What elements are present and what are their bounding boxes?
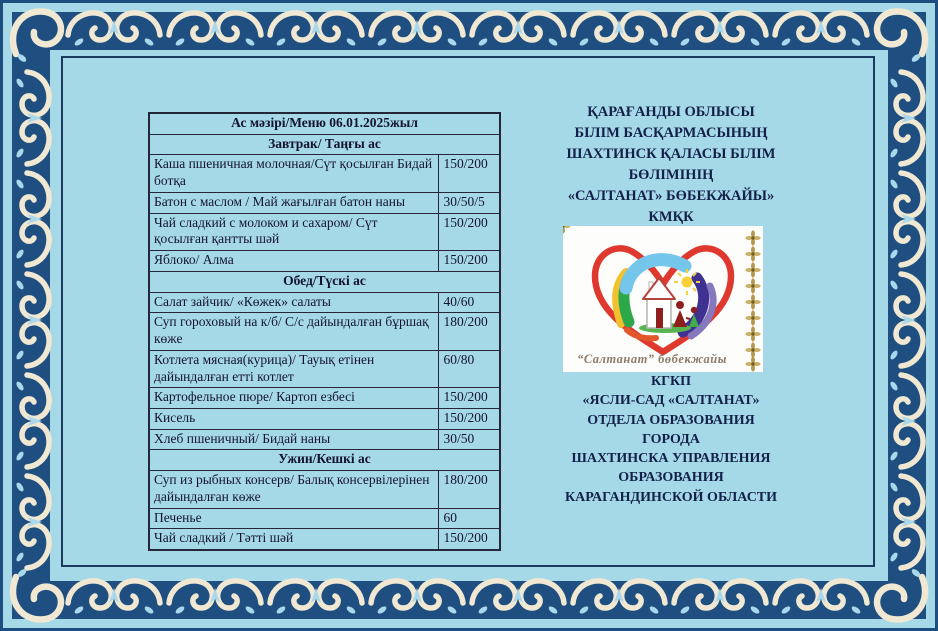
portion-cell: 150/200 — [439, 251, 500, 272]
dish-name-cell: Печенье — [149, 508, 439, 529]
table-row — [149, 155, 500, 192]
portion-cell: 150/200 — [439, 155, 500, 192]
dish-name-cell: Чай сладкий / Тәтті шәй — [149, 529, 439, 550]
table-row — [149, 388, 500, 409]
org-header-kk — [540, 102, 802, 228]
portion-cell: 150/200 — [439, 409, 500, 430]
menu-title-cell: Ас мәзірі/Меню 06.01.2025жыл — [149, 113, 500, 134]
section-header-cell: Обед/Түскі ас — [149, 271, 500, 292]
table-row — [149, 409, 500, 430]
portion-cell: 60 — [439, 508, 500, 529]
org-text-line: ОБРАЗОВАНИЯ — [618, 470, 724, 486]
kindergarten-logo — [563, 226, 763, 372]
org-text-line: «САЛТАНАТ» БӨБЕКЖАЙЫ» — [567, 188, 775, 204]
org-text-line: «ЯСЛИ-САД «САЛТАНАТ» — [582, 393, 760, 409]
portion-cell: 30/50 — [439, 429, 500, 450]
table-row — [149, 529, 500, 550]
menu-table — [148, 112, 501, 551]
table-row — [149, 471, 500, 508]
org-text-line: БӨЛІМІНІҢ — [628, 167, 714, 183]
dish-name-cell: Картофельное пюре/ Картоп езбесі — [149, 388, 439, 409]
table-row — [149, 113, 500, 134]
table-row — [149, 350, 500, 387]
dish-name-cell: Суп гороховый на к/б/ С/с дайындалған бұршақ көже — [149, 313, 439, 350]
table-row — [149, 213, 500, 250]
dish-name-cell: Хлеб пшеничный/ Бидай наны — [149, 429, 439, 450]
portion-cell: 150/200 — [439, 213, 500, 250]
menu-table-body — [149, 113, 500, 550]
org-text-line: КМҚК — [648, 209, 694, 225]
org-text-line: ҚАРАҒАНДЫ ОБЛЫСЫ — [587, 104, 755, 120]
portion-cell: 60/80 — [439, 350, 500, 387]
org-text-line: КАРАГАНДИНСКОЙ ОБЛАСТИ — [564, 489, 778, 505]
portion-cell: 180/200 — [439, 471, 500, 508]
portion-cell: 150/200 — [439, 529, 500, 550]
dish-name-cell: Кисель — [149, 409, 439, 430]
table-row — [149, 192, 500, 213]
portion-cell: 180/200 — [439, 313, 500, 350]
org-text-line: ШАХТИНСК ҚАЛАСЫ БІЛІМ — [566, 146, 776, 162]
table-row — [149, 292, 500, 313]
org-text-line: ГОРОДА — [642, 431, 700, 447]
portion-cell: 150/200 — [439, 388, 500, 409]
org-footer-ru — [533, 372, 809, 507]
section-header-cell: Завтрак/ Таңғы ас — [149, 134, 500, 155]
org-text-line: КГКП — [650, 374, 692, 389]
table-row — [149, 450, 500, 471]
logo-caption: “Салтанат” бөбекжайы — [577, 352, 727, 366]
table-row — [149, 251, 500, 272]
table-row — [149, 429, 500, 450]
section-header-cell: Ужин/Кешкі ас — [149, 450, 500, 471]
table-row — [149, 508, 500, 529]
dish-name-cell: Салат зайчик/ «Көжек» салаты — [149, 292, 439, 313]
table-row — [149, 313, 500, 350]
org-text-line: БІЛІМ БАСҚАРМАСЫНЫҢ — [574, 125, 768, 141]
heart-family-logo — [563, 226, 763, 372]
table-row — [149, 271, 500, 292]
portion-cell: 30/50/5 — [439, 192, 500, 213]
org-text-line: ОТДЕЛА ОБРАЗОВАНИЯ — [587, 412, 755, 428]
dish-name-cell: Батон с маслом / Май жағылған батон наны — [149, 192, 439, 213]
table-row — [149, 134, 500, 155]
dish-name-cell: Каша пшеничная молочная/Сүт қосылған Бидай ботқа — [149, 155, 439, 192]
dish-name-cell: Чай сладкий с молоком и сахаром/ Сүт қосылған қантты шәй — [149, 213, 439, 250]
dish-name-cell: Суп из рыбных консерв/ Балық консервілерінен дайындалған көже — [149, 471, 439, 508]
dish-name-cell: Котлета мясная(курица)/ Тауық етінен дайындалған етті котлет — [149, 350, 439, 387]
dish-name-cell: Яблоко/ Алма — [149, 251, 439, 272]
org-text-line: ШАХТИНСКА УПРАВЛЕНИЯ — [571, 451, 771, 467]
portion-cell: 40/60 — [439, 292, 500, 313]
